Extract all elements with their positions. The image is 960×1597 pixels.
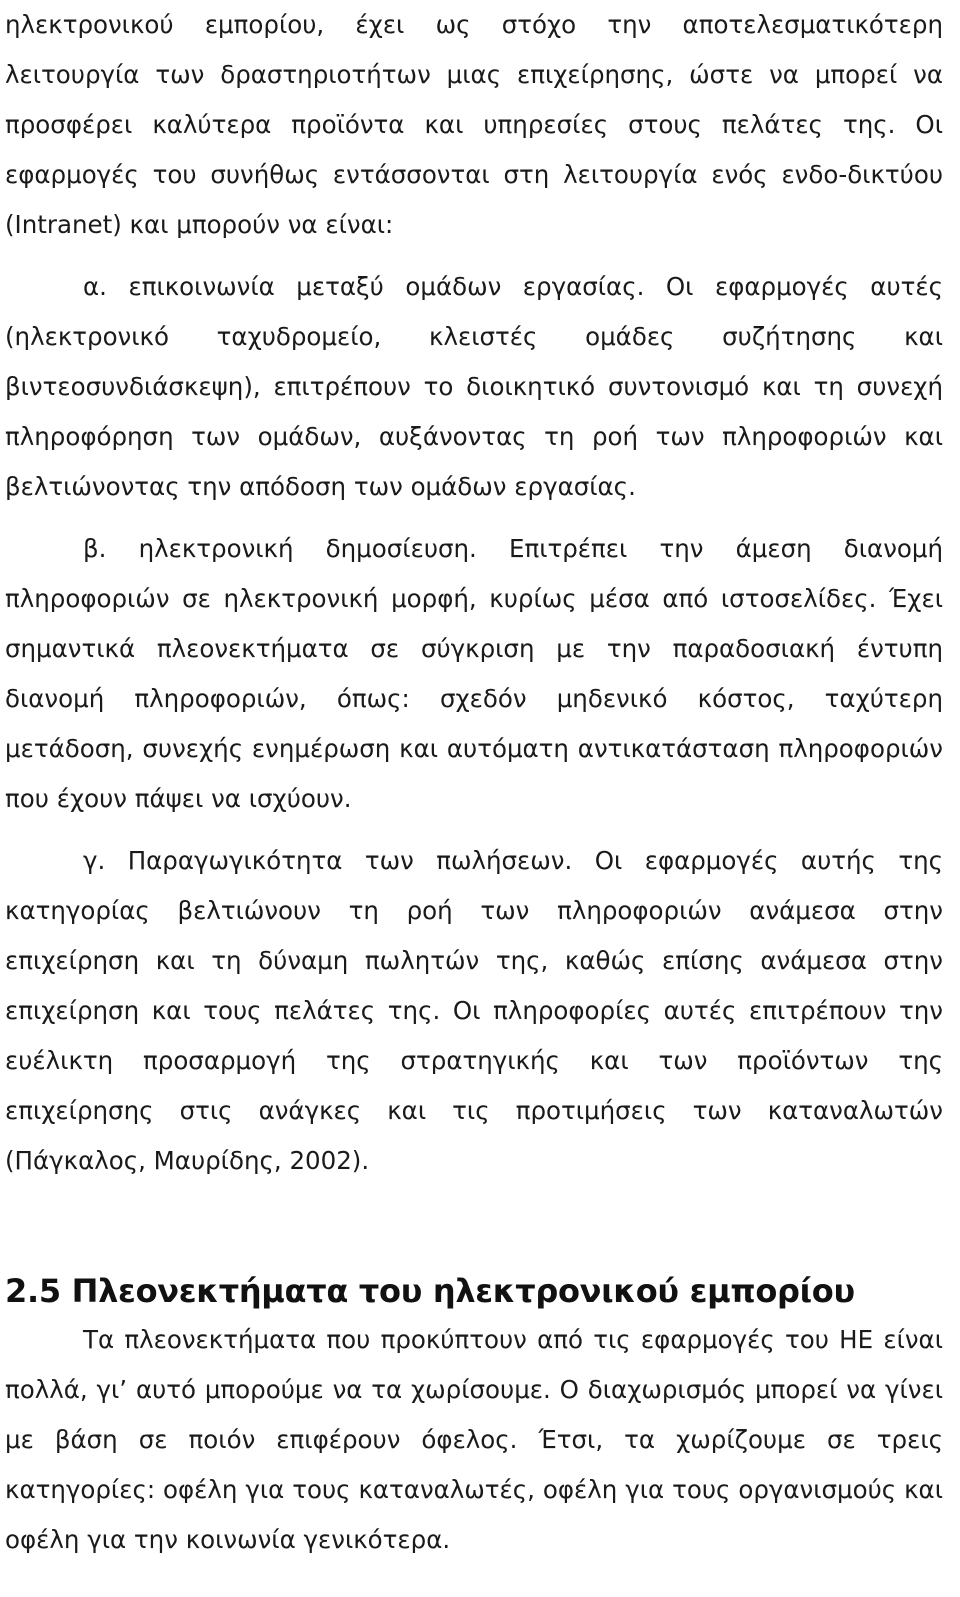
paragraph-item-c: γ. Παραγωγικότητα των πωλήσεων. Οι εφαρμογές αυτής της κατηγορίας βελτιώνουν τη ροή των πληροφοριών ανάμεσα στην επιχείρηση και τη δύναμη πωλητών της, καθώς επίσης ανάμεσα στην επιχείρηση και τους πελάτες της. Οι πληροφορίες αυτές επιτρέπουν την ευέλικτη προσαρμογή της στρατηγικής και των προϊόντων της επιχείρησης στις ανάγκες και τις προτιμήσεις των καταναλωτών (Πάγκαλος, Μαυρίδης, 2002).	[5, 846, 943, 1175]
paragraph-advantages: Τα πλεονεκτήματα που προκύπτουν από τις εφαρμογές του ΗΕ είναι πολλά, γι’ αυτό μπορούμε να τα χωρίσουμε. Ο διαχωρισμός μπορεί να γίνει με βάση σε ποιόν επιφέρουν όφελος. Έτσι, τα χωρίζουμε σε τρεις κατηγορίες: οφέλη για τους καταναλωτές, οφέλη για τους οργανισμούς και οφέλη για την κοινωνία γενικότερα.	[5, 1325, 943, 1554]
document-page	[5, 0, 943, 1565]
section-heading: 2.5 Πλεονεκτήματα του ηλεκτρονικού εμπορίου	[5, 1272, 855, 1310]
paragraph-item-b: β. ηλεκτρονική δημοσίευση. Επιτρέπει την άμεση διανομή πληροφοριών σε ηλεκτρονική μορφή, κυρίως μέσα από ιστοσελίδες. Έχει σημαντικά πλεονεκτήματα σε σύγκριση με την παραδοσιακή έντυπη διανομή πληροφοριών, όπως: σχεδόν μηδενικό κόστος, ταχύτερη μετάδοση, συνεχής ενημέρωση και αυτόματη αντικατάσταση πληροφοριών που έχουν πάψει να ισχύουν.	[5, 534, 943, 813]
paragraph-item-a: α. επικοινωνία μεταξύ ομάδων εργασίας. Οι εφαρμογές αυτές (ηλεκτρονικό ταχυδρομείο, κλειστές ομάδες συζήτησης και βιντεοσυνδιάσκεψη), επιτρέπουν το διοικητικό συντονισμό και τη συνεχή πληροφόρηση των ομάδων, αυξάνοντας τη ροή των πληροφοριών και βελτιώνοντας την απόδοση των ομάδων εργασίας.	[5, 272, 943, 501]
paragraph-intro: ηλεκτρονικού εμπορίου, έχει ως στόχο την αποτελεσματικότερη λειτουργία των δραστηριοτήτων μιας επιχείρησης, ώστε να μπορεί να προσφέρει καλύτερα προϊόντα και υπηρεσίες στους πελάτες της. Οι εφαρμογές του συνήθως εντάσσονται στη λειτουργία ενός ενδο-δικτύου (Intranet) και μπορούν να είναι:	[5, 10, 943, 239]
